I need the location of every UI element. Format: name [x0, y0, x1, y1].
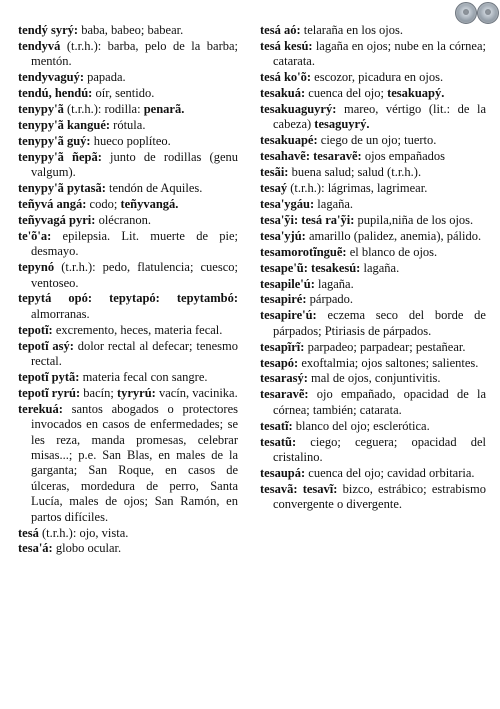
- dictionary-entry: [260, 466, 486, 481]
- headword: tepotĩ ryrú:: [18, 385, 81, 400]
- definition: escozor, picadura en ojos.: [311, 70, 444, 85]
- definition: el blanco de ojos.: [346, 244, 438, 259]
- dictionary-entry: [260, 149, 486, 164]
- definition: lagaña.: [314, 196, 354, 211]
- dictionary-entry: [18, 102, 238, 117]
- dictionary-entry: [18, 260, 238, 291]
- definition: junto de rodillas (genu valgum).: [31, 149, 238, 180]
- dictionary-entry: [260, 229, 486, 244]
- dictionary-entry: [260, 371, 486, 386]
- dictionary-entry: [260, 340, 486, 355]
- dictionary-entry: [260, 245, 486, 260]
- dictionary-entry: [260, 435, 486, 466]
- definition: (t.r.h.): ojo, vista.: [38, 525, 129, 540]
- headword: tepytá opó: tepytapó: tepytambó:: [18, 291, 238, 306]
- headword: tesa'á:: [18, 541, 53, 556]
- headword: te'õ'a:: [18, 228, 52, 243]
- definition: codo;: [86, 196, 121, 211]
- headword: tesá kesú:: [260, 38, 313, 53]
- headword: tesapire'ú:: [260, 308, 317, 323]
- dictionary-entry: [18, 197, 238, 212]
- dictionary-entry: [260, 181, 486, 196]
- dictionary-entry: [18, 39, 238, 70]
- headword: tenypy'ã pytasã:: [18, 181, 106, 196]
- definition: lagaña.: [314, 276, 354, 291]
- dictionary-entry: [260, 197, 486, 212]
- headword: tendyvaguý:: [18, 70, 84, 85]
- bold-term: tyryrú:: [116, 385, 156, 400]
- headword: tepotĩ asý:: [18, 338, 74, 353]
- dictionary-entry: [18, 526, 238, 541]
- headword: tesãi:: [260, 165, 289, 180]
- definition: lagaña en ojos; nube en la córnea; catarata.: [273, 38, 486, 69]
- definition: vacín, vacinika.: [155, 385, 238, 400]
- headword: tendú, hendú:: [18, 86, 93, 101]
- headword: teñyvá angá:: [18, 196, 87, 211]
- dictionary-entry: [18, 70, 238, 85]
- dictionary-entry: [260, 482, 486, 513]
- dictionary-entry: [260, 387, 486, 418]
- headword: tesapó:: [260, 355, 299, 370]
- dictionary-entry: [18, 181, 238, 196]
- headword: tenypy'ã ñepã:: [18, 149, 102, 164]
- dictionary-entry: [18, 118, 238, 133]
- definition: telaraña en los ojos.: [300, 23, 404, 37]
- dictionary-entry: [18, 370, 238, 385]
- definition: mal de ojos, conjuntivitis.: [307, 371, 441, 386]
- dictionary-entry: [18, 86, 238, 101]
- definition: baba, babeo; babear.: [78, 23, 184, 37]
- dictionary-entry: [260, 213, 486, 228]
- definition: rótula.: [110, 117, 146, 132]
- definition: oír, sentido.: [92, 86, 155, 101]
- dictionary-entry: [260, 165, 486, 180]
- headword: tesa'ygáu:: [260, 196, 315, 211]
- definition: buena salud; salud (t.r.h.).: [288, 165, 422, 180]
- headword: tesapĩrĩ:: [260, 339, 305, 354]
- dictionary-entry: [18, 386, 238, 401]
- headword: tesatũ:: [260, 434, 297, 449]
- dictionary-entry: [18, 23, 238, 38]
- definition: exoftalmia; ojos saltones; salientes.: [298, 355, 479, 370]
- definition: (t.r.h.): pedo, flatulencia; cuesco; ventoseo.: [31, 260, 238, 290]
- definition: ciego; ceguera; opacidad del cristalino.: [273, 434, 486, 464]
- dictionary-entry: [260, 261, 486, 276]
- definition: cuenca del ojo;: [305, 86, 388, 101]
- dictionary-entry: [18, 150, 238, 181]
- definition: amarillo (palidez, anemia), pálido.: [305, 228, 482, 243]
- definition: epilepsia. Lit. muerte de pie; desmayo.: [31, 228, 238, 259]
- dictionary-entry: [260, 356, 486, 371]
- headword: tenypy'ã guý:: [18, 133, 91, 148]
- headword: tesape'ũ: tesakesú:: [260, 260, 361, 275]
- dictionary-entry: [260, 292, 486, 307]
- definition: materia fecal con sangre.: [79, 369, 208, 384]
- headword: tesakuaguyrý:: [260, 102, 337, 117]
- round-button-icon[interactable]: [455, 2, 477, 24]
- definition: almorranas.: [31, 306, 90, 321]
- headword: tesa'yjú:: [260, 228, 306, 243]
- left-column: [18, 23, 238, 557]
- dictionary-entry: [260, 39, 486, 70]
- headword: tesakuapé:: [260, 133, 318, 148]
- headword: tesamorotĩnguẽ:: [260, 244, 347, 259]
- definition: (t.r.h.): lágrimas, lagrimear.: [287, 181, 428, 196]
- bold-term: teñyvangá.: [120, 196, 179, 211]
- headword: tesapile'ú:: [260, 276, 315, 291]
- headword: tesaravẽ:: [260, 387, 309, 402]
- definition: parpadeo; parpadear; pestañear.: [304, 339, 466, 354]
- definition: cuenca del ojo; cavidad orbitaria.: [305, 465, 475, 480]
- dictionary-entry: [260, 308, 486, 339]
- definition: eczema seco del borde de párpados; Ptiriasis de párpados.: [273, 308, 486, 338]
- headword: tesahavẽ: tesaravẽ:: [260, 149, 362, 164]
- headword: tesaý: [260, 181, 288, 196]
- bold-term: penarã.: [143, 102, 185, 117]
- definition: (t.r.h.): barba, pelo de la barba; mentón.: [31, 38, 238, 69]
- dictionary-entry: [18, 134, 238, 149]
- definition: (t.r.h.): rodilla:: [63, 102, 144, 117]
- dictionary-entry: [260, 277, 486, 292]
- dictionary-entry: [260, 70, 486, 85]
- headword: teñyvagá pyri:: [18, 212, 96, 227]
- headword: tesá ko'õ:: [260, 70, 312, 85]
- dictionary-entry: [18, 291, 238, 322]
- definition: papada.: [83, 70, 126, 85]
- headword: tepotĩ pytã:: [18, 369, 80, 384]
- dictionary-entry: [260, 23, 486, 38]
- headword: tenypy'ã: [18, 102, 64, 117]
- headword: tenypy'ã kangué:: [18, 117, 111, 132]
- definition: tendón de Aquiles.: [105, 181, 203, 196]
- definition: mareo, vértigo (lit.: de la cabeza): [273, 102, 486, 132]
- dictionary-entry: [260, 86, 486, 101]
- headword: tepotĩ:: [18, 322, 53, 337]
- bold-term: tesakuapý.: [387, 86, 445, 101]
- headword: tesa'ỹi: tesá ra'ỹi:: [260, 212, 355, 227]
- definition: hueco poplíteo.: [90, 133, 171, 148]
- headword: tendý syrý:: [18, 23, 79, 37]
- definition: bizco, estrábico; estrabismo convergente o divergente.: [273, 481, 486, 512]
- headword: tesapiré:: [260, 292, 307, 307]
- headword: tepynó: [18, 260, 55, 275]
- definition: ojos empañados: [361, 149, 446, 164]
- definition: olécranon.: [95, 212, 151, 227]
- dictionary-entry: [18, 229, 238, 260]
- definition: santos abogados o protectores invocados en casos de enfermedades; se les reza, manda promesas, celebrar misas...; p.e. San Blas, en males de la garganta; San Roque, en casos de úlceras, mordedura de perro, Santa Lucía, males de ojos; San Ramón, en partos difíciles.: [31, 401, 238, 524]
- definition: ojo empañado, opacidad de la córnea; también; catarata.: [273, 387, 486, 417]
- definition: lagaña.: [360, 260, 400, 275]
- definition: bacín;: [80, 385, 117, 400]
- headword: tesarasý:: [260, 371, 308, 386]
- headword: terekuá:: [18, 401, 63, 416]
- bold-term: tesaguyrý.: [314, 117, 370, 132]
- headword: tesatĩ:: [260, 418, 293, 433]
- headword: tesá aó:: [260, 23, 301, 37]
- definition: dolor rectal al defecar; tenesmo rectal.: [31, 338, 238, 369]
- definition: ciego de un ojo; tuerto.: [317, 133, 437, 148]
- headword: tesaupá:: [260, 465, 306, 480]
- dictionary-entry: [18, 541, 238, 556]
- definition: párpado.: [306, 292, 354, 307]
- headword: tesakuá:: [260, 86, 306, 101]
- definition: pupila,niña de los ojos.: [354, 212, 474, 227]
- dictionary-entry: [18, 339, 238, 370]
- dictionary-entry: [18, 323, 238, 338]
- headword: tesavã: tesavĩ:: [260, 481, 338, 496]
- dictionary-entry: [18, 213, 238, 228]
- dictionary-entry: [260, 133, 486, 148]
- dictionary-entry: [18, 402, 238, 525]
- headword: tendyvá: [18, 38, 61, 53]
- definition: blanco del ojo; esclerótica.: [292, 418, 430, 433]
- definition: globo ocular.: [52, 541, 122, 556]
- right-column: [260, 23, 486, 513]
- definition: excremento, heces, materia fecal.: [52, 322, 223, 337]
- headword: tesá: [18, 525, 39, 540]
- dictionary-entry: [260, 419, 486, 434]
- dictionary-entry: [260, 102, 486, 133]
- round-button-icon[interactable]: [477, 2, 499, 24]
